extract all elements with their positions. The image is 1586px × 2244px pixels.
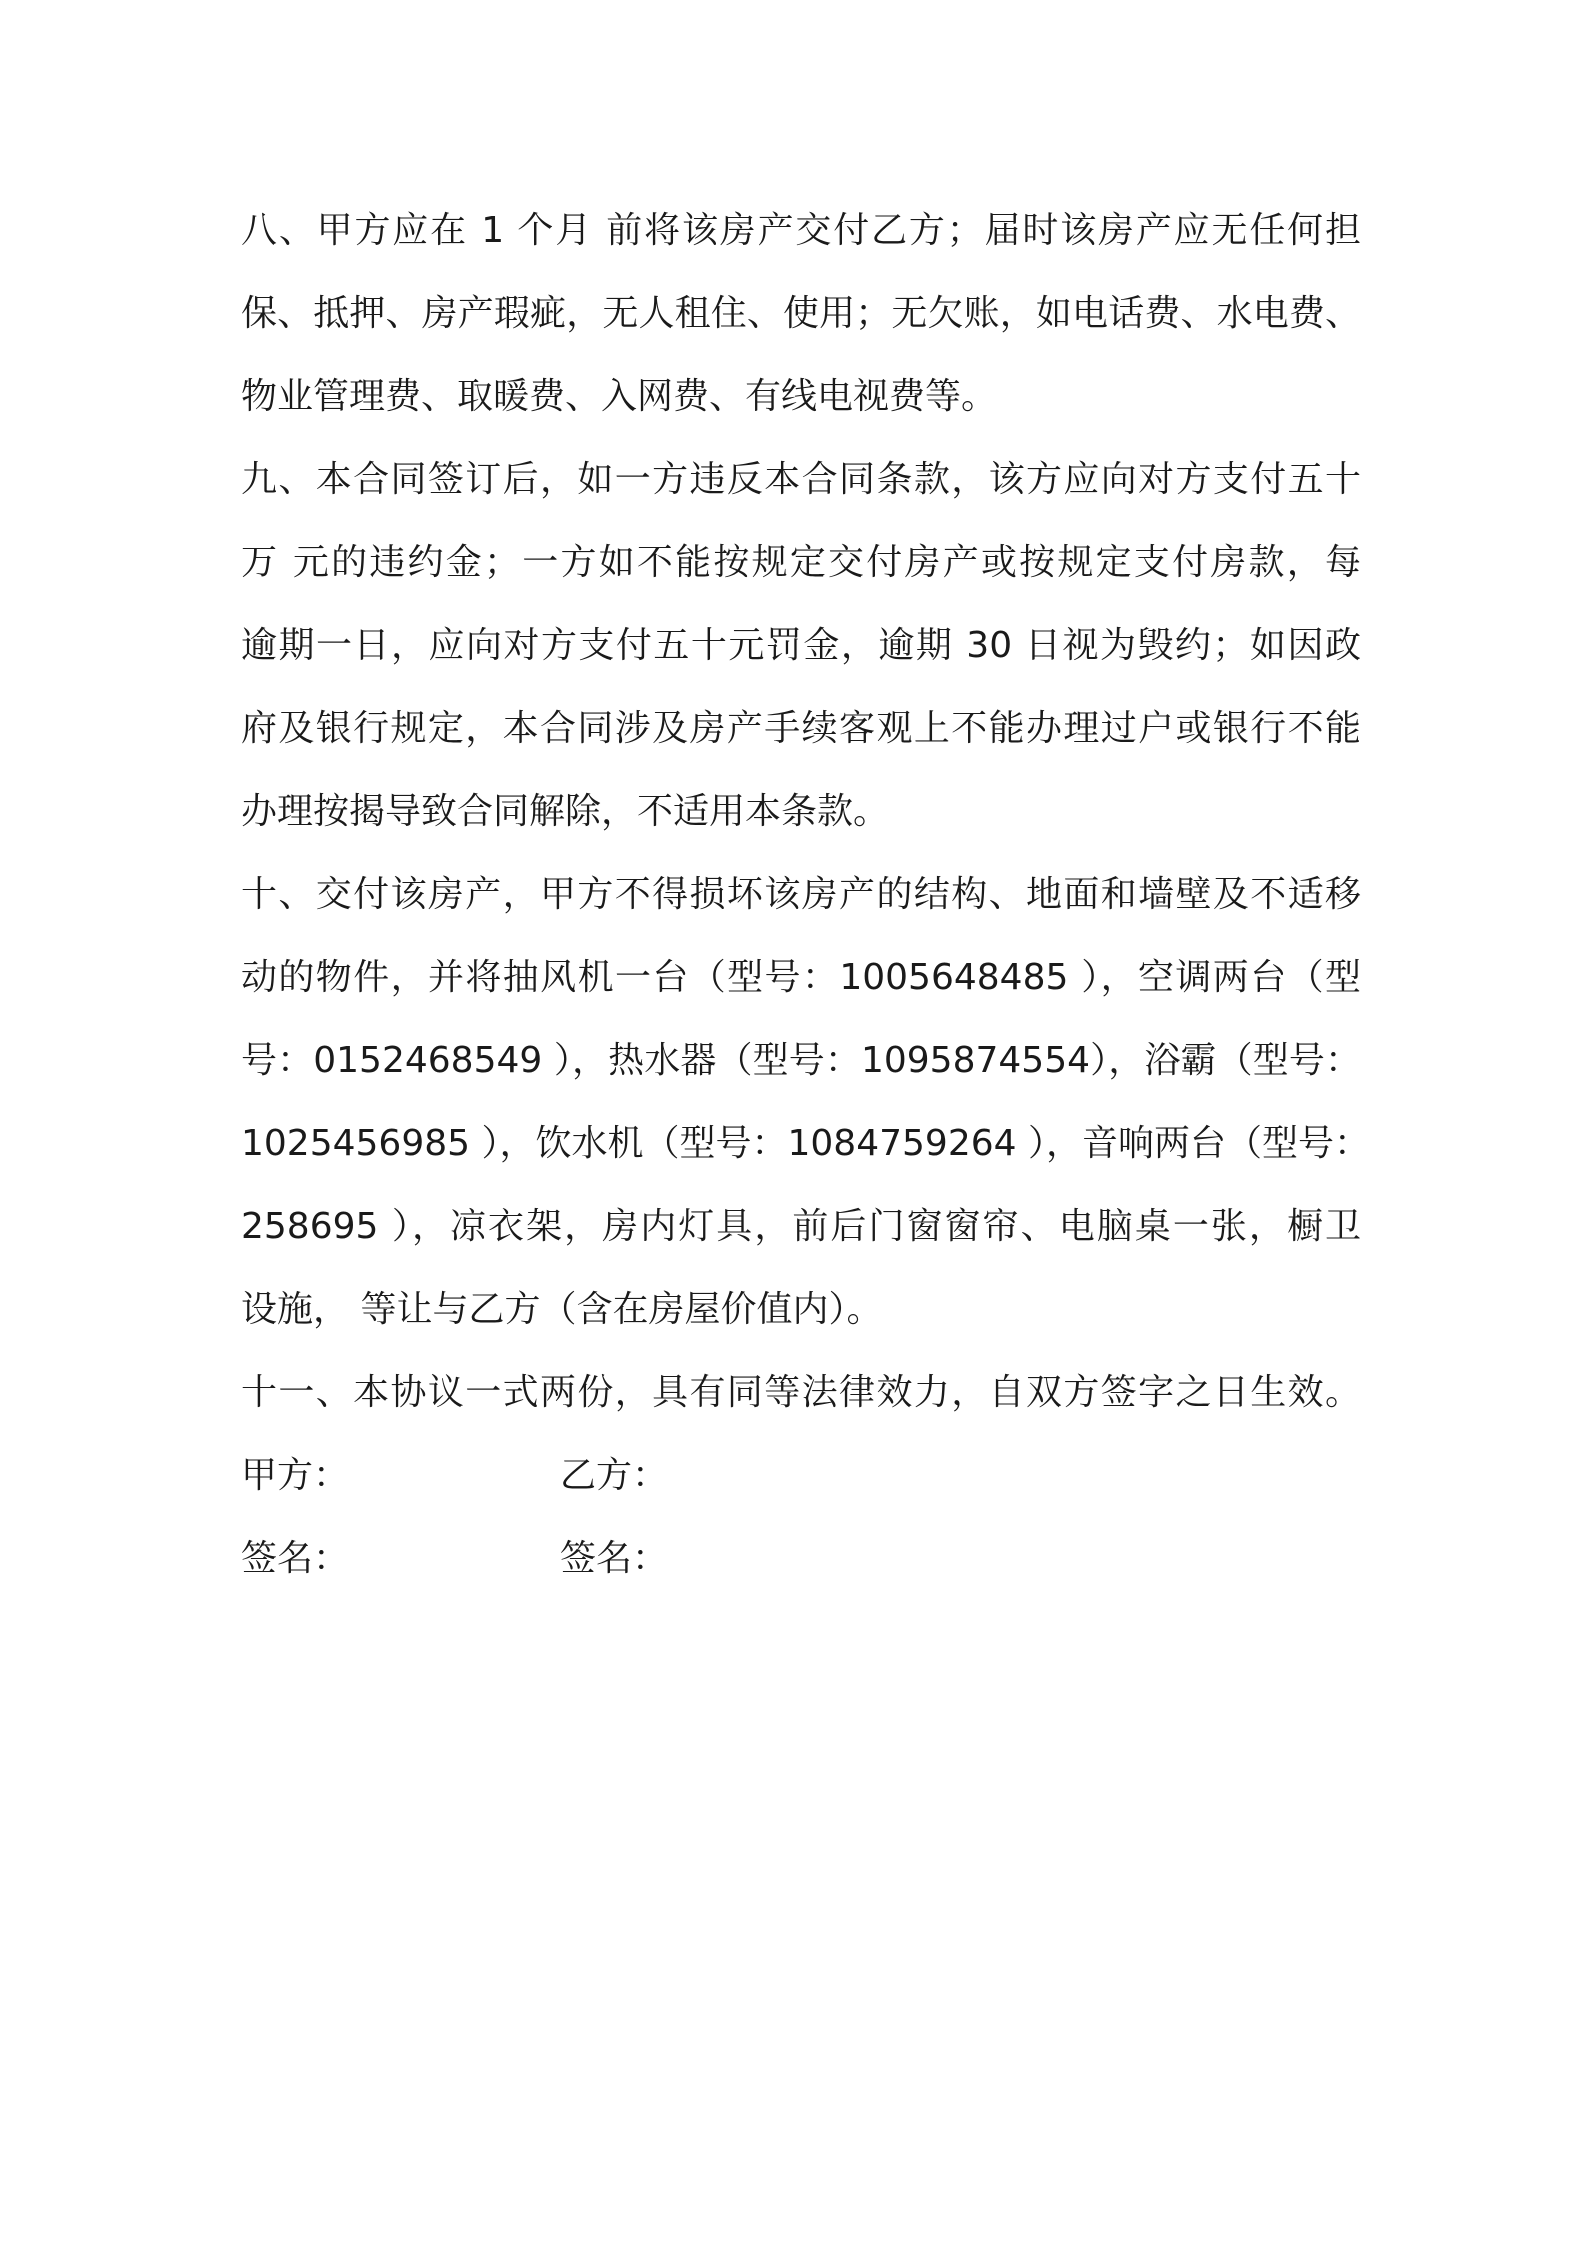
signature-b-label: 签名： <box>560 1538 669 1579</box>
clause-8-line-3: 物业管理费、取暖费、入网费、有线电视费等。 <box>241 376 998 417</box>
signature-a-label: 签名： <box>241 1538 350 1579</box>
clause-10-line-5: 258695 ），凉衣架，房内灯具，前后门窗窗帘、电脑桌一张，橱卫 <box>241 1206 1361 1247</box>
clause-10 <box>241 859 1370 1357</box>
clause-10-line-2: 动的物件，并将抽风机一台（型号：1005648485 ），空调两台（型 <box>241 957 1361 998</box>
party-a-label: 甲方： <box>241 1455 350 1496</box>
clause-10-line-4: 1025456985 ），饮水机（型号：1084759264 ），音响两台（型号： <box>241 1123 1370 1164</box>
clause-8-line-1: 八、甲方应在 1 个月 前将该房产交付乙方；届时该房产应无任何担 <box>241 210 1361 251</box>
clause-9-line-1: 九、本合同签订后，如一方违反本合同条款，该方应向对方支付五十 <box>241 459 1361 500</box>
contract-body <box>241 195 1370 1606</box>
clause-8 <box>241 195 1361 444</box>
party-row <box>241 1440 1361 1523</box>
clause-9 <box>241 444 1361 859</box>
clause-10-line-1: 十、交付该房产，甲方不得损坏该房产的结构、地面和墙壁及不适移 <box>241 874 1361 915</box>
clause-9-line-4: 府及银行规定，本合同涉及房产手续客观上不能办理过户或银行不能 <box>241 708 1361 749</box>
clause-9-line-3: 逾期一日，应向对方支付五十元罚金，逾期 30 日视为毁约；如因政 <box>241 625 1361 666</box>
clause-9-line-5: 办理按揭导致合同解除，不适用本条款。 <box>241 791 890 832</box>
clause-11-line-1: 十一、本协议一式两份，具有同等法律效力，自双方签字之日生效。 <box>241 1372 1361 1413</box>
clause-11 <box>241 1357 1361 1440</box>
signature-row <box>241 1523 1361 1606</box>
party-b-label: 乙方： <box>560 1455 669 1496</box>
clause-10-line-6: 设施， 等让与乙方（含在房屋价值内）。 <box>241 1289 883 1330</box>
clause-8-line-2: 保、抵押、房产瑕疵，无人租住、使用；无欠账，如电话费、水电费、 <box>241 293 1361 334</box>
clause-9-line-2: 万 元的违约金；一方如不能按规定交付房产或按规定支付房款，每 <box>241 542 1361 583</box>
clause-10-line-3: 号：0152468549 ），热水器（型号：1095874554），浴霸（型号： <box>241 1040 1361 1081</box>
